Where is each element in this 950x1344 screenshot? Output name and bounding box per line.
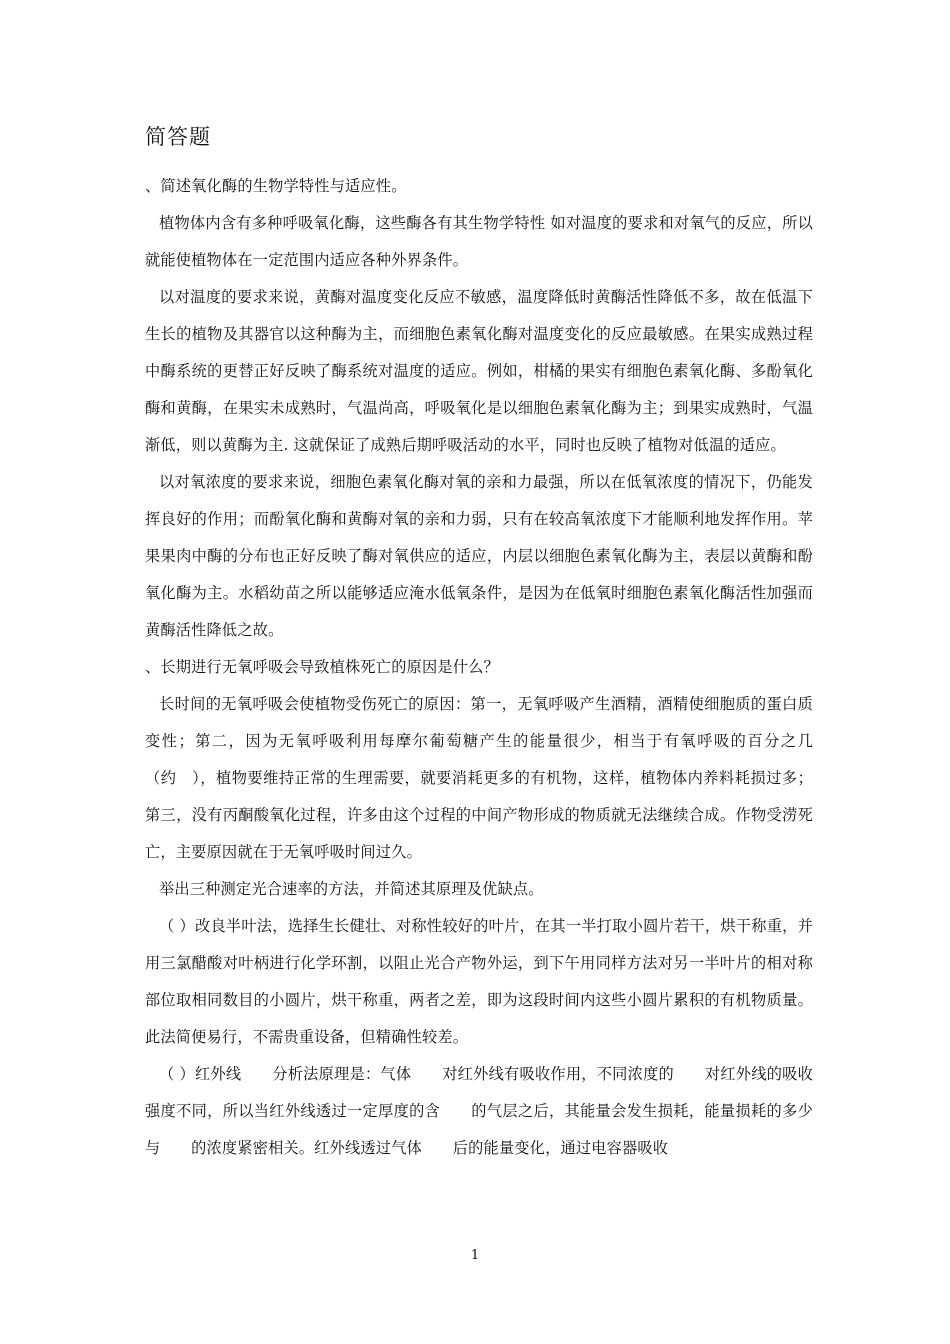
answer-1-oxygen: 以对氧浓度的要求来说，细胞色素氧化酶对氧的亲和力最强，所以在低氧浓度的情况下，仍能发挥良好的作用；而酚氧化酶和黄酶对氧的亲和力弱，只有在较高氧浓度下才能顺利地发挥作用。苹果果肉中酶的分布也正好反映了酶对氧供应的适应，内层以细胞色素氧化酶为主，表层以黄酶和酚氧化酶为主。水稻幼苗之所以能够适应淹水低氧条件，是因为在低氧时细胞色素氧化酶活性加强而黄酶活性降低之故。 [145, 473, 813, 639]
answer-1-temperature: 以对温度的要求来说，黄酶对温度变化反应不敏感，温度降低时黄酶活性降低不多，故在低温下生长的植物及其器官以这种酶为主，而细胞色素氧化酶对温度变化的反应最敏感。在果实成熟过程中酶系统的更替正好反映了酶系统对温度的适应。例如，柑橘的果实有细胞色素氧化酶、多酚氧化酶和黄酶，在果实未成熟时，气温尚高，呼吸氧化是以细胞色素氧化酶为主；到果实成熟时，气温渐低，则以黄酶为主. 这就保证了成熟后期呼吸活动的水平，同时也反映了植物对低温的适应。 [145, 288, 813, 454]
question-3: 举出三种测定光合速率的方法，并简述其原理及优缺点。 [159, 880, 544, 898]
question-1: 、简述氧化酶的生物学特性与适应性。 [145, 177, 407, 195]
answer-2: 长时间的无氧呼吸会使植物受伤死亡的原因：第一，无氧呼吸产生酒精，酒精使细胞质的蛋白质变性；第二，因为无氧呼吸利用每摩尔葡萄糖产生的能量很少，相当于有氧呼吸的百分之几（约 ），植物要维持正常的生理需要，就要消耗更多的有机物，这样，植物体内养料耗损过多；第三，没有丙酮酸氧化过程，许多由这个过程的中间产物形成的物质就无法继续合成。作物受涝死亡，主要原因就在于无氧呼吸时间过久。 [145, 695, 813, 861]
document-body [145, 120, 813, 1167]
answer-3-half-leaf: （ ）改良半叶法，选择生长健壮、对称性较好的叶片，在其一半打取小圆片若干，烘干称重，并用三氯醋酸对叶柄进行化学环割，以阻止光合产物外运，到下午用同样方法对另一半叶片的相对称部位取相同数目的小圆片，烘干称重，两者之差，即为这段时间内这些小圆片累积的有机物质量。此法简便易行，不需贵重设备，但精确性较差。 [145, 917, 813, 1046]
page-title: 简答题 [145, 125, 211, 149]
answer-1-intro: 植物体内含有多种呼吸氧化酶，这些酶各有其生物学特性 如对温度的要求和对氧气的反应，所以就能使植物体在一定范围内适应各种外界条件。 [145, 214, 813, 269]
question-2: 、长期进行无氧呼吸会导致植株死亡的原因是什么？ [145, 658, 499, 676]
page-number: 1 [470, 1248, 480, 1263]
answer-3-infrared: （ ）红外线 分析法原理是：气体 对红外线有吸收作用，不同浓度的 对红外线的吸收强度不同，所以当红外线透过一定厚度的含 的气层之后，其能量会发生损耗，能量损耗的多少与 的浓度紧密相关。红外线透过气体 后的能量变化，通过电容器吸收 [145, 1065, 813, 1157]
